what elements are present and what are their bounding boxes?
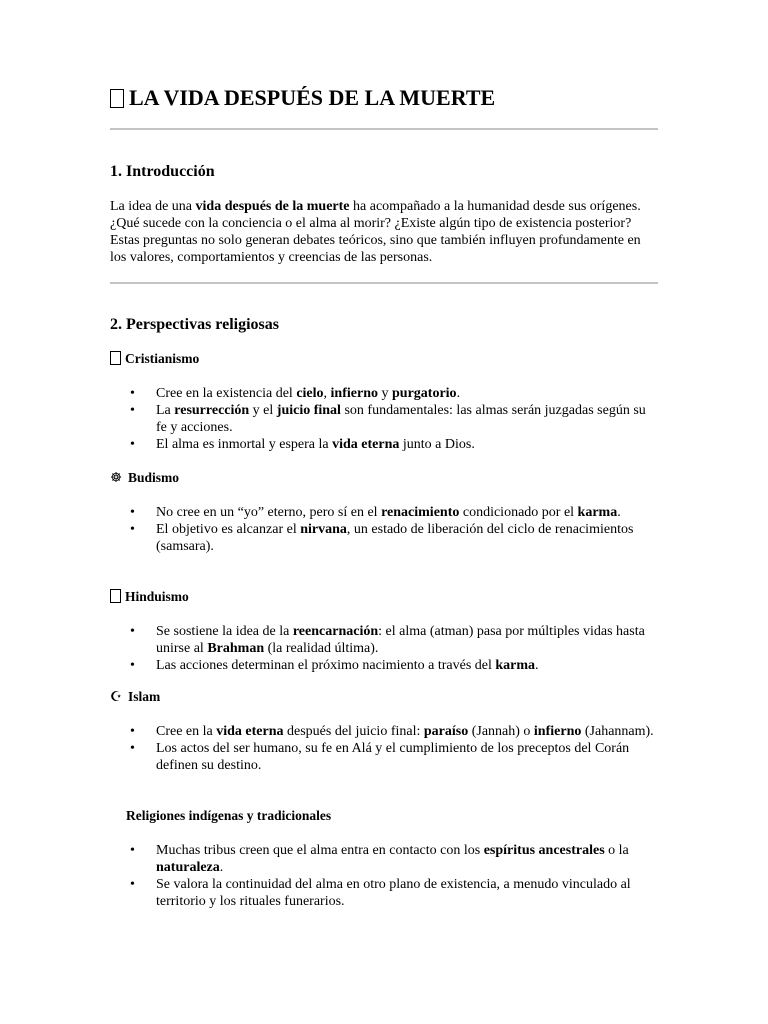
list-hinduismo [156, 623, 656, 674]
dharma-wheel-icon: ☸ [110, 470, 123, 485]
list-item: • El objetivo es alcanzar el nirvana, un estado de liberación del ciclo de renacimientos (samsara). [156, 521, 656, 555]
missing-glyph-icon [110, 589, 121, 603]
list-islam [156, 723, 656, 774]
list-item: • La resurrección y el juicio final son fundamentales: las almas serán juzgadas según su fe y acciones. [156, 402, 656, 436]
divider [110, 128, 658, 130]
subheading-budismo: ☸ Budismo [110, 470, 180, 485]
crescent-star-icon: ☪ [110, 689, 123, 704]
list-item: • Los actos del ser humano, su fe en Alá y el cumplimiento de los preceptos del Corán definen su destino. [156, 740, 656, 774]
list-indigenas [156, 842, 656, 910]
subheading-hinduismo: Hinduismo [110, 589, 189, 605]
list-item: • El alma es inmortal y espera la vida eterna junto a Dios. [156, 436, 656, 453]
page-title: LA VIDA DESPUÉS DE LA MUERTE [110, 85, 495, 111]
list-item: • Muchas tribus creen que el alma entra en contacto con los espíritus ancestrales o la naturaleza. [156, 842, 656, 876]
missing-glyph-icon [110, 351, 121, 365]
section-heading-intro: 1. Introducción [110, 163, 215, 180]
list-item: • Se sostiene la idea de la reencarnación: el alma (atman) pasa por múltiples vidas hasta unirse al Brahman (la realidad última). [156, 623, 656, 657]
subheading-cristianismo: Cristianismo [110, 351, 199, 367]
list-item: • Las acciones determinan el próximo nacimiento a través del karma. [156, 657, 656, 674]
list-item: • No cree en un “yo” eterno, pero sí en el renacimiento condicionado por el karma. [156, 504, 656, 521]
list-cristianismo [156, 385, 656, 453]
subheading-islam: ☪ Islam [110, 689, 161, 704]
intro-paragraph: La idea de una vida después de la muerte ha acompañado a la humanidad desde sus orígenes. ¿Qué sucede con la conciencia o el alma al morir? ¿Existe algún tipo de existencia posterior? Estas preguntas no solo generan debates teóricos, sino que también influyen profundamente en los valores, comportamientos y creencias de las personas. [110, 199, 641, 265]
section-heading-religious: 2. Perspectivas religiosas [110, 316, 280, 333]
missing-glyph-icon [110, 89, 124, 108]
list-item: • Cree en la existencia del cielo, infierno y purgatorio. [156, 385, 656, 402]
subheading-indigenas: Religiones indígenas y tradicionales [126, 808, 332, 823]
list-budismo [156, 504, 656, 555]
list-item: • Se valora la continuidad del alma en otro plano de existencia, a menudo vinculado al territorio y los rituales funerarios. [156, 876, 656, 910]
list-item: • Cree en la vida eterna después del juicio final: paraíso (Jannah) o infierno (Jahannam). [156, 723, 656, 740]
divider [110, 282, 658, 284]
